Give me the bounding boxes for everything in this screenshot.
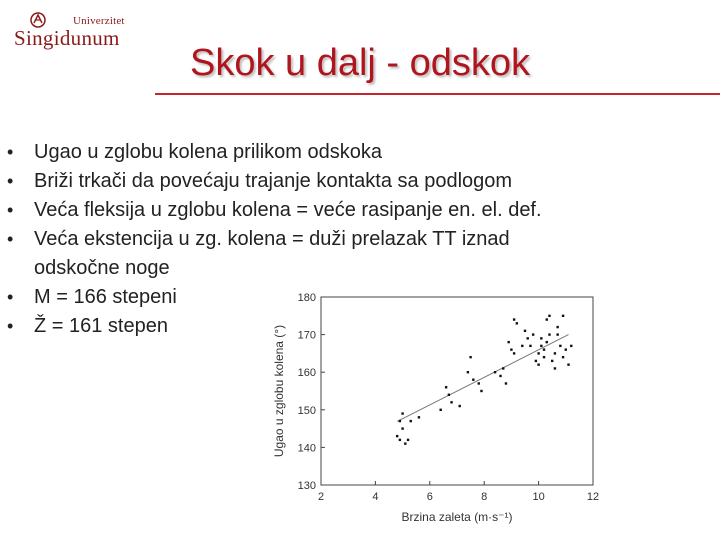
data-point <box>543 356 545 358</box>
scatter-chart <box>262 282 612 532</box>
data-point <box>448 394 450 396</box>
data-point <box>418 416 420 418</box>
logo-subtitle: Univerzitet <box>73 15 125 27</box>
data-point <box>540 345 542 347</box>
data-point <box>532 333 534 335</box>
data-point <box>570 345 572 347</box>
data-point <box>510 348 512 350</box>
data-point <box>396 435 398 437</box>
bullet-text: Ž = 161 stepen <box>34 315 168 337</box>
data-point <box>521 345 523 347</box>
x-tick-label: 12 <box>586 491 600 503</box>
data-point <box>507 341 509 343</box>
data-point <box>556 333 558 335</box>
data-point <box>524 330 526 332</box>
data-point <box>401 412 403 414</box>
y-tick-label: 130 <box>297 480 316 492</box>
bullet-dot-icon: • <box>7 171 14 191</box>
bullet-dot-icon: • <box>7 287 14 307</box>
bullet-text: Veća fleksija u zglobu kolena = veće rasipanje en. el. def. <box>34 199 542 221</box>
data-point <box>439 409 441 411</box>
logo-name: Singidunum <box>14 26 120 50</box>
y-tick-label: 150 <box>297 404 316 417</box>
bullet-text: Ugao u zglobu kolena prilikom odskoka <box>34 141 382 163</box>
data-point <box>567 363 569 365</box>
title-underline <box>155 93 720 95</box>
bullet-item <box>0 225 694 283</box>
data-point <box>562 315 564 317</box>
data-point <box>407 439 409 441</box>
x-tick-label: 10 <box>532 491 545 503</box>
bullet-text: Briži trkači da povećaju trajanje kontakta sa podlogom <box>34 170 513 192</box>
bullet-text-continued: odskočne noge <box>34 257 170 279</box>
data-point <box>404 442 406 444</box>
data-point <box>469 356 471 358</box>
trend-line <box>397 335 568 422</box>
bullet-text: Veća ekstencija u zg. kolena = duži prelazak TT iznad <box>34 228 510 250</box>
data-point <box>480 390 482 392</box>
data-point <box>527 337 529 339</box>
data-point <box>565 348 567 350</box>
bullet-text: M = 166 stepeni <box>34 286 177 308</box>
bullet-dot-icon: • <box>7 142 14 162</box>
bullet-item <box>0 138 694 167</box>
data-point <box>478 382 480 384</box>
data-point <box>499 375 501 377</box>
x-tick-label: 8 <box>481 491 488 503</box>
data-point <box>494 371 496 373</box>
y-tick-label: 160 <box>297 367 316 380</box>
y-tick-label: 170 <box>297 329 316 342</box>
bullet-dot-icon: • <box>7 200 14 220</box>
data-point <box>537 363 539 365</box>
x-tick-label: 2 <box>317 491 325 503</box>
x-tick-label: 4 <box>372 491 379 503</box>
bullet-dot-icon: • <box>7 316 14 336</box>
data-point <box>399 439 401 441</box>
data-point <box>472 379 474 381</box>
data-point <box>540 337 542 339</box>
data-point <box>551 360 553 362</box>
data-point <box>467 371 469 373</box>
data-point <box>513 318 515 320</box>
data-point <box>513 352 515 354</box>
data-point <box>556 326 558 328</box>
data-point <box>548 333 550 335</box>
data-point <box>546 341 548 343</box>
data-point <box>502 367 504 369</box>
data-point <box>505 382 507 384</box>
data-point <box>450 401 452 403</box>
data-point <box>516 322 518 324</box>
y-tick-label: 180 <box>297 292 316 304</box>
data-point <box>562 356 564 358</box>
x-tick-label: 6 <box>426 491 433 503</box>
data-point <box>535 360 537 362</box>
data-point <box>554 352 556 354</box>
data-point <box>401 427 403 429</box>
y-axis-label: Ugao u zglobu kolena (°) <box>272 324 286 458</box>
data-point <box>399 420 401 422</box>
y-tick-label: 140 <box>297 442 316 455</box>
data-point <box>543 348 545 350</box>
data-point <box>559 345 561 347</box>
slide-title: Skok u dalj - odskok <box>189 42 531 84</box>
data-point <box>459 405 461 407</box>
x-axis-label: Brzina zaleta (m·s⁻¹) <box>401 510 513 524</box>
data-point <box>529 345 531 347</box>
bullet-item <box>0 196 694 225</box>
data-point <box>445 386 447 388</box>
data-point <box>537 352 539 354</box>
data-point <box>410 420 412 422</box>
data-point <box>546 318 548 320</box>
bullet-dot-icon: • <box>7 229 14 249</box>
data-point <box>548 315 550 317</box>
data-point <box>554 367 556 369</box>
bullet-item <box>0 167 694 196</box>
